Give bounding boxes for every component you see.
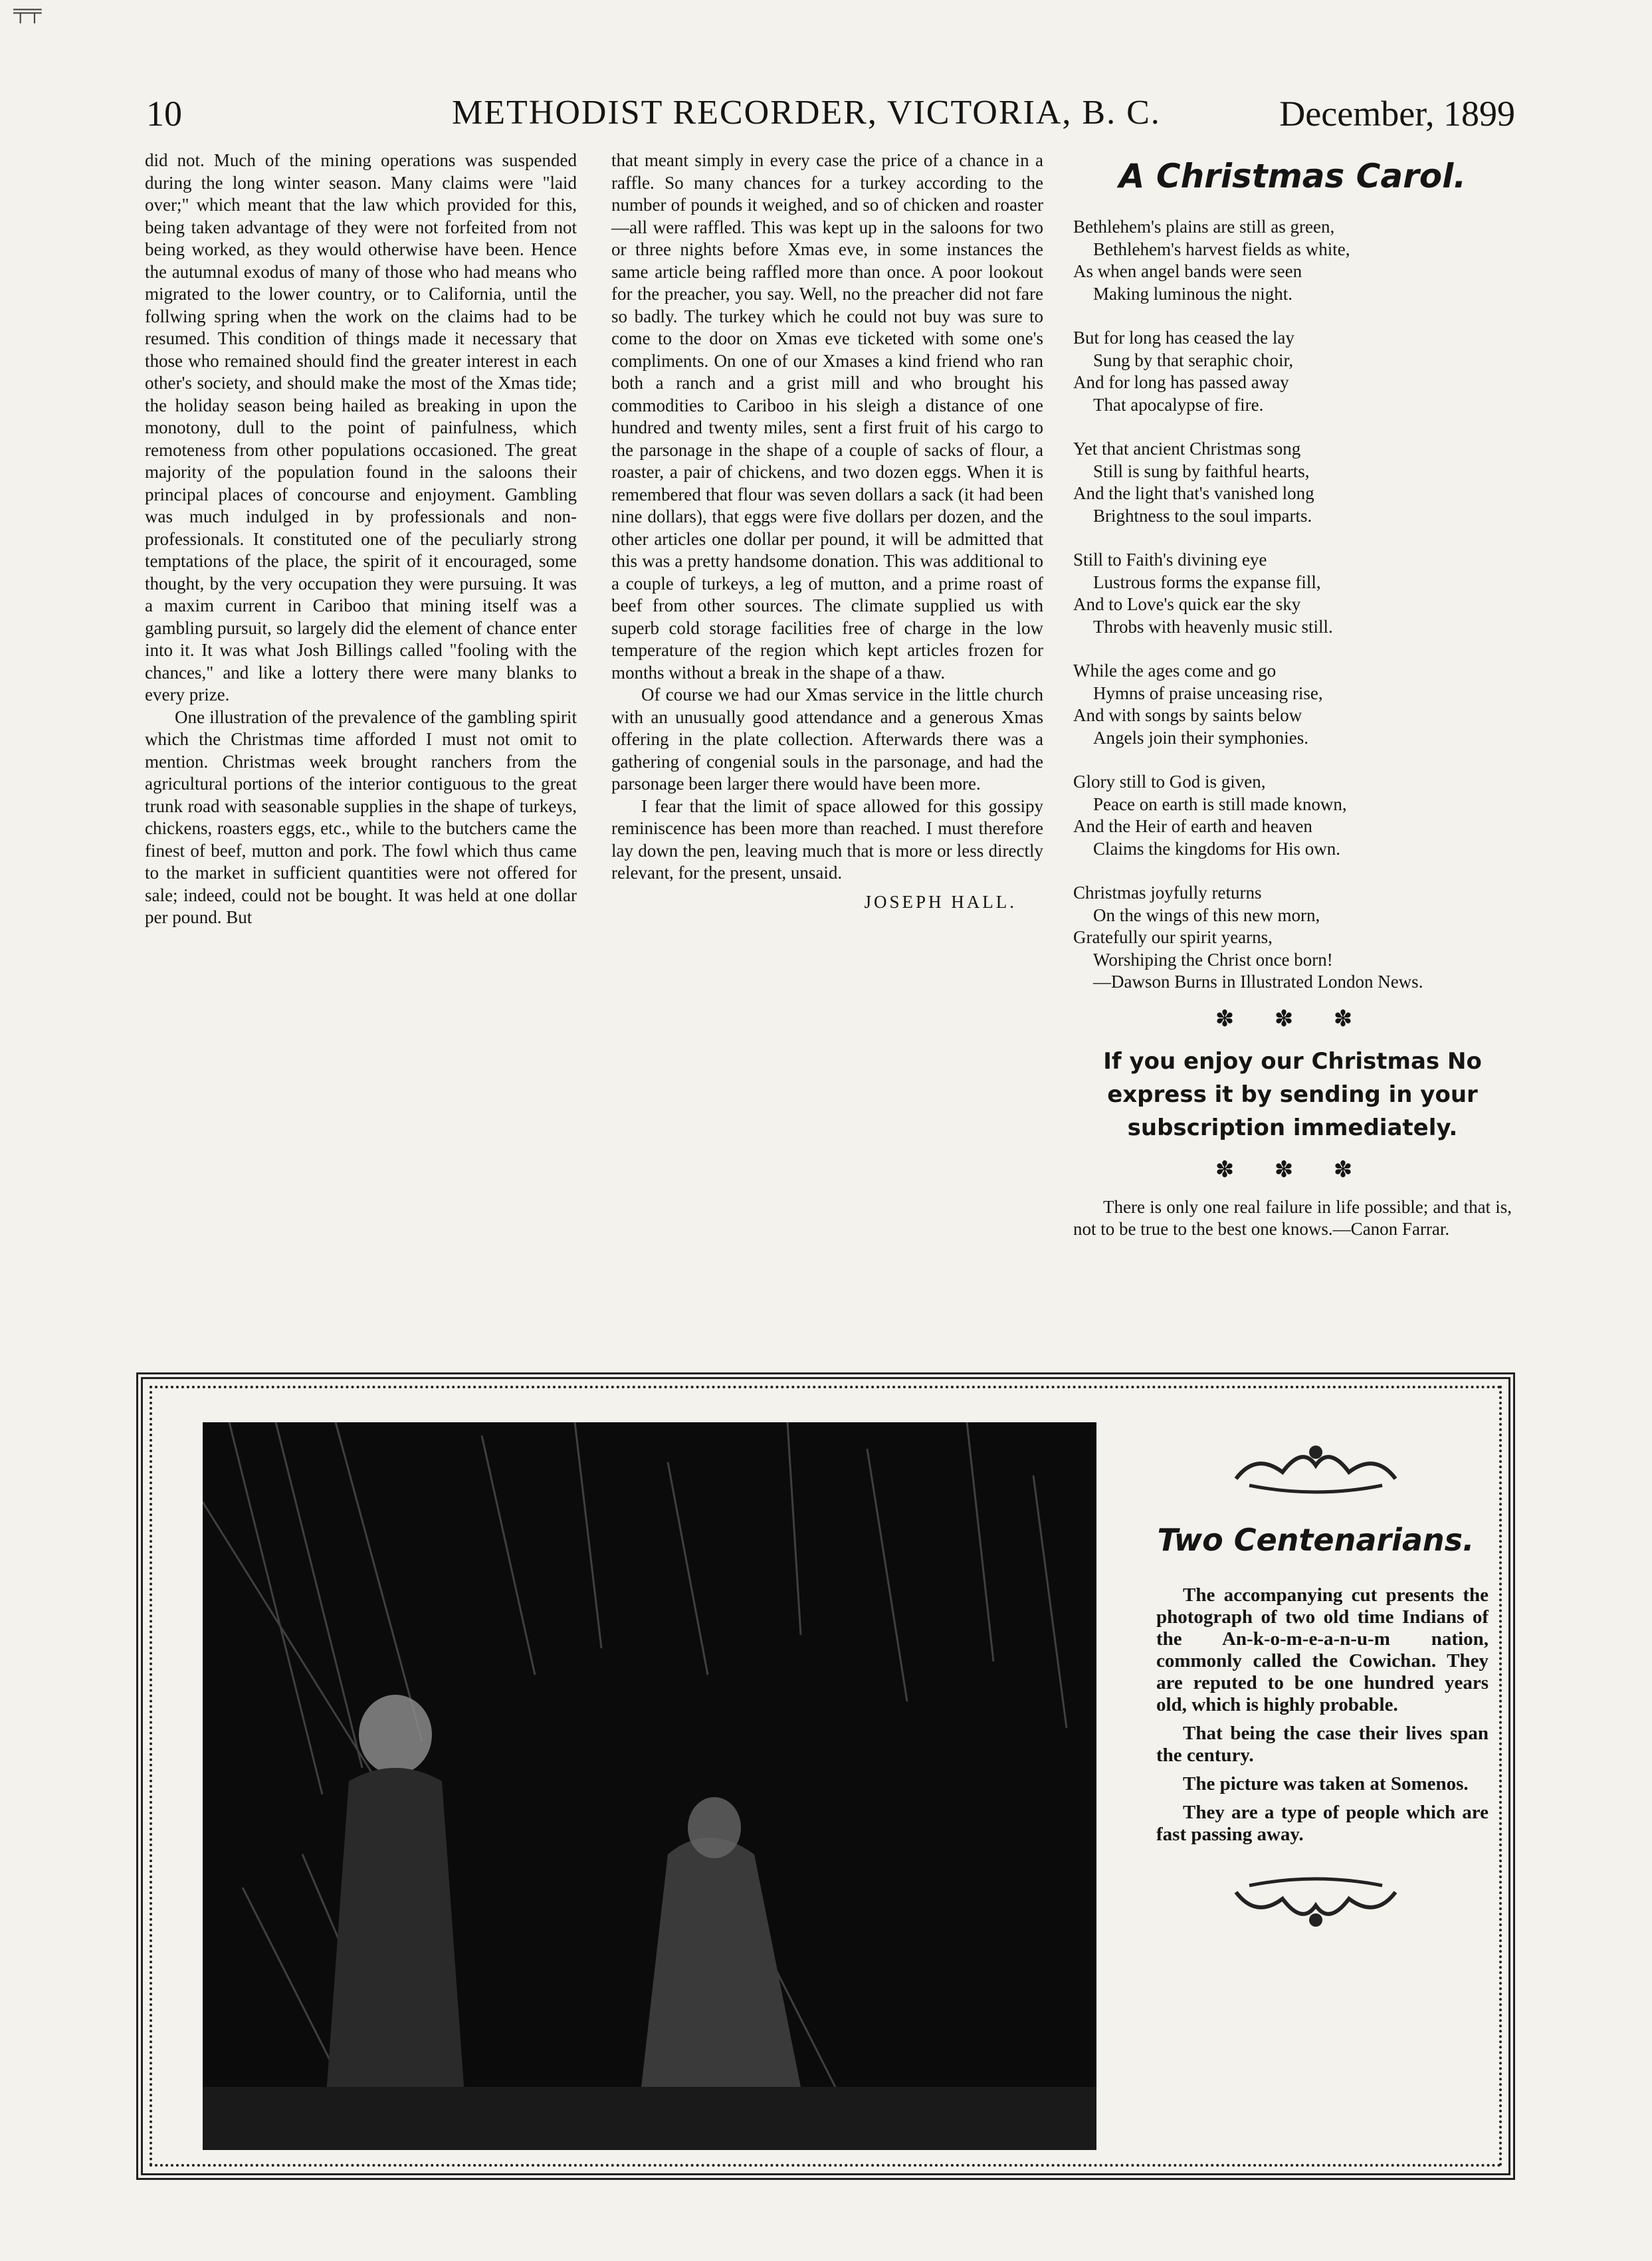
carol-line: Throbs with heavenly music still. <box>1093 616 1333 637</box>
ornament-divider: ✽ ✽ ✽ <box>1215 1006 1370 1031</box>
carol-line: And for long has passed away <box>1073 372 1289 392</box>
subscription-promo: If you enjoy our Christmas No express it by sending in your subscription immediately. <box>1103 1048 1482 1141</box>
carol-line: Christmas joyfully returns <box>1073 883 1262 903</box>
issue-date: December, 1899 <box>1279 94 1515 134</box>
scan-mark: ╤╤ <box>13 0 42 22</box>
carol-line: Claims the kingdoms for His own. <box>1093 838 1340 859</box>
carol-line: And to Love's quick ear the sky <box>1073 594 1301 614</box>
article-paragraph: Of course we had our Xmas service in the little church with an unusually good attendance and a generous Xmas offering in the plate collection. Afterwards there was a gathering of congenial souls in the parsonage, and had the parsonage been larger there would have been more. <box>611 685 1043 794</box>
carol-line: And the Heir of earth and heaven <box>1073 816 1312 836</box>
carol-line: Worshiping the Christ once born! <box>1093 949 1333 970</box>
carol-line: Peace on earth is still made known, <box>1093 794 1347 814</box>
carol-line: Brightness to the soul imparts. <box>1093 505 1312 526</box>
ornament-divider: ✽ ✽ ✽ <box>1215 1158 1370 1182</box>
carol-stanza <box>1073 216 1512 305</box>
carol-byline: —Dawson Burns in Illustrated London News. <box>1093 972 1423 992</box>
carol-line: But for long has ceased the lay <box>1073 328 1294 348</box>
carol-line: Angels join their symphonies. <box>1093 727 1308 748</box>
carol-line: Gratefully our spirit yearns, <box>1073 927 1273 947</box>
article-paragraph: that meant simply in every case the price of a chance in a raffle. So many chances for a turkey according to the number of pounds it weighed, and so of chicken and roaster—all were raffled. This was kept up in the saloons for two or three nights before Xmas eve, in some instances the same article being raffled more than once. A poor lookout for the preacher, you say. Well, no the preacher did not fare so badly. The turkey which he could not buy was sure to come to the door on Xmas eve ticketed with some one's compliments. On one of our Xmases a kind friend who ran both a ranch and a grist mill and who brought his commodities to Cariboo in his sleigh a distance of one hundred and twenty miles, sent a first fruit of his cargo to the parsonage in the shape of a couple of sacks of flour, a roaster, a pair of chickens, and two dozen eggs. When it is remembered that flour was seven dollars a sack (it had been nine dollars), that eggs were five dollars per dozen, and the other articles one dollar per pound, it will be admitted that this was a pretty handsome donation. This was additional to a couple of turkeys, a leg of mutton, and a prime roast of beef from other sources. The climate supplied us with superb cold storage facilities free of charge in the low temperature of the region which kept articles frozen for months without a break in the shape of a thaw. <box>611 150 1043 683</box>
carol-line: Lustrous forms the expanse fill, <box>1093 572 1321 592</box>
carol-stanza <box>1073 660 1512 749</box>
carol-line: And with songs by saints below <box>1073 705 1302 725</box>
page-number: 10 <box>146 94 182 134</box>
carol-line: Sung by that seraphic choir, <box>1093 350 1294 370</box>
carol-line: Glory still to God is given, <box>1073 772 1266 792</box>
carol-line: Making luminous the night. <box>1093 283 1292 304</box>
publication-title: METHODIST RECORDER, VICTORIA, B. C. <box>452 94 1161 132</box>
carol-stanza <box>1073 438 1512 527</box>
top-flourish-ornament <box>1143 1439 1489 1502</box>
article-paragraph: One illustration of the prevalence of the gambling spirit which the Christmas time afforded I must not omit to mention. Christmas week brought ranchers from the agricultural portions of the interior contiguous to the great trunk road with seasonable supplies in the shape of turkeys, chickens, roasters eggs, etc., while to the butchers came the finest of beef, mutton and pork. The fowl which thus came to the market in sufficient quantities were not offered for sale; indeed, could not be bought. It was held at one dollar per pound. But <box>145 706 577 927</box>
carol-line: As when angel bands were seen <box>1073 261 1302 281</box>
carol-line: Bethlehem's harvest fields as white, <box>1093 239 1350 259</box>
feature-title: Two Centenarians. <box>1157 1522 1475 1558</box>
carol-stanza <box>1073 327 1512 416</box>
carol-line: Yet that ancient Christmas song <box>1073 439 1301 459</box>
article-column-2 <box>611 150 1043 913</box>
carol-stanza <box>1073 549 1512 638</box>
feature-sidebar <box>1143 1439 1489 1935</box>
carol-stanza <box>1073 882 1512 971</box>
feature-paragraph: That being the case their lives span the century. <box>1156 1723 1489 1766</box>
carol-line: That apocalypse of fire. <box>1093 394 1264 415</box>
carol-line: While the ages come and go <box>1073 661 1277 681</box>
carol-line: Still to Faith's divining eye <box>1073 550 1267 570</box>
carol-line: Still is sung by faithful hearts, <box>1093 461 1310 481</box>
article-paragraph: did not. Much of the mining operations was suspended during the long winter season. Many claims were "laid over;" which meant that the law which provided for this, being taken advantage of they were not forfeited from not being worked, as they would otherwise have been. Hence the autumnal exodus of many of those who had means who migrated to the lower country, or to California, until the follwing spring when the work on the claims had to be resumed. This condition of things made it necessary that those who remained should find the greater interest in each other's society, and should make the most of the Xmas tide; the holiday season being hailed as breaking in upon the monotony, dull to the point of painfulness, which remoteness from other populations occasioned. The great majority of the population found in the saloons their principal places of concourse and enjoyment. Gambling was much indulged in by professionals and non-professionals. It constituted one of the peculiarly strong temptations of the place, the spirit of it encouraged, some thought, by the very occupation they were pursuing. It was a maxim current in Cariboo that mining itself was a gambling pursuit, so largely did the element of chance enter into it. It was what Josh Billings called "fooling with the chances," and like a lottery there were many blanks to every prize. <box>145 150 577 704</box>
article-column-1 <box>145 150 577 929</box>
feature-paragraph: The accompanying cut presents the photograph of two old time Indians of the An-k-o-m-e-a-n-u-m nation, commonly called the Cowichan. They are reputed to be one hundred years old, which is highly probable. <box>1156 1584 1489 1715</box>
carol-title: A Christmas Carol. <box>1118 157 1467 195</box>
farrar-quote: There is only one real failure in life possible; and that is, not to be true to the best one knows.—Canon Farrar. <box>1073 1196 1512 1239</box>
carol-stanza <box>1073 771 1512 860</box>
feature-paragraph: The picture was taken at Somenos. <box>1183 1773 1469 1794</box>
carol-line: Bethlehem's plains are still as green, <box>1073 217 1335 237</box>
carol-line: Hymns of praise unceasing rise, <box>1093 683 1323 703</box>
bottom-flourish-ornament <box>1143 1872 1489 1935</box>
carol-column <box>1073 150 1512 1241</box>
centenarians-photograph <box>203 1422 1096 2150</box>
article-signature: JOSEPH HALL. <box>864 891 1017 912</box>
carol-line: And the light that's vanished long <box>1073 483 1314 503</box>
carol-line: On the wings of this new morn, <box>1093 905 1320 925</box>
page-header <box>140 93 1515 146</box>
feature-paragraph: They are a type of people which are fast passing away. <box>1156 1802 1489 1845</box>
article-paragraph: I fear that the limit of space allowed for this gossipy reminiscence has been more than reached. I must therefore lay down the pen, leaving much that is more or less directly relevant, for the present, unsaid. <box>611 796 1043 883</box>
